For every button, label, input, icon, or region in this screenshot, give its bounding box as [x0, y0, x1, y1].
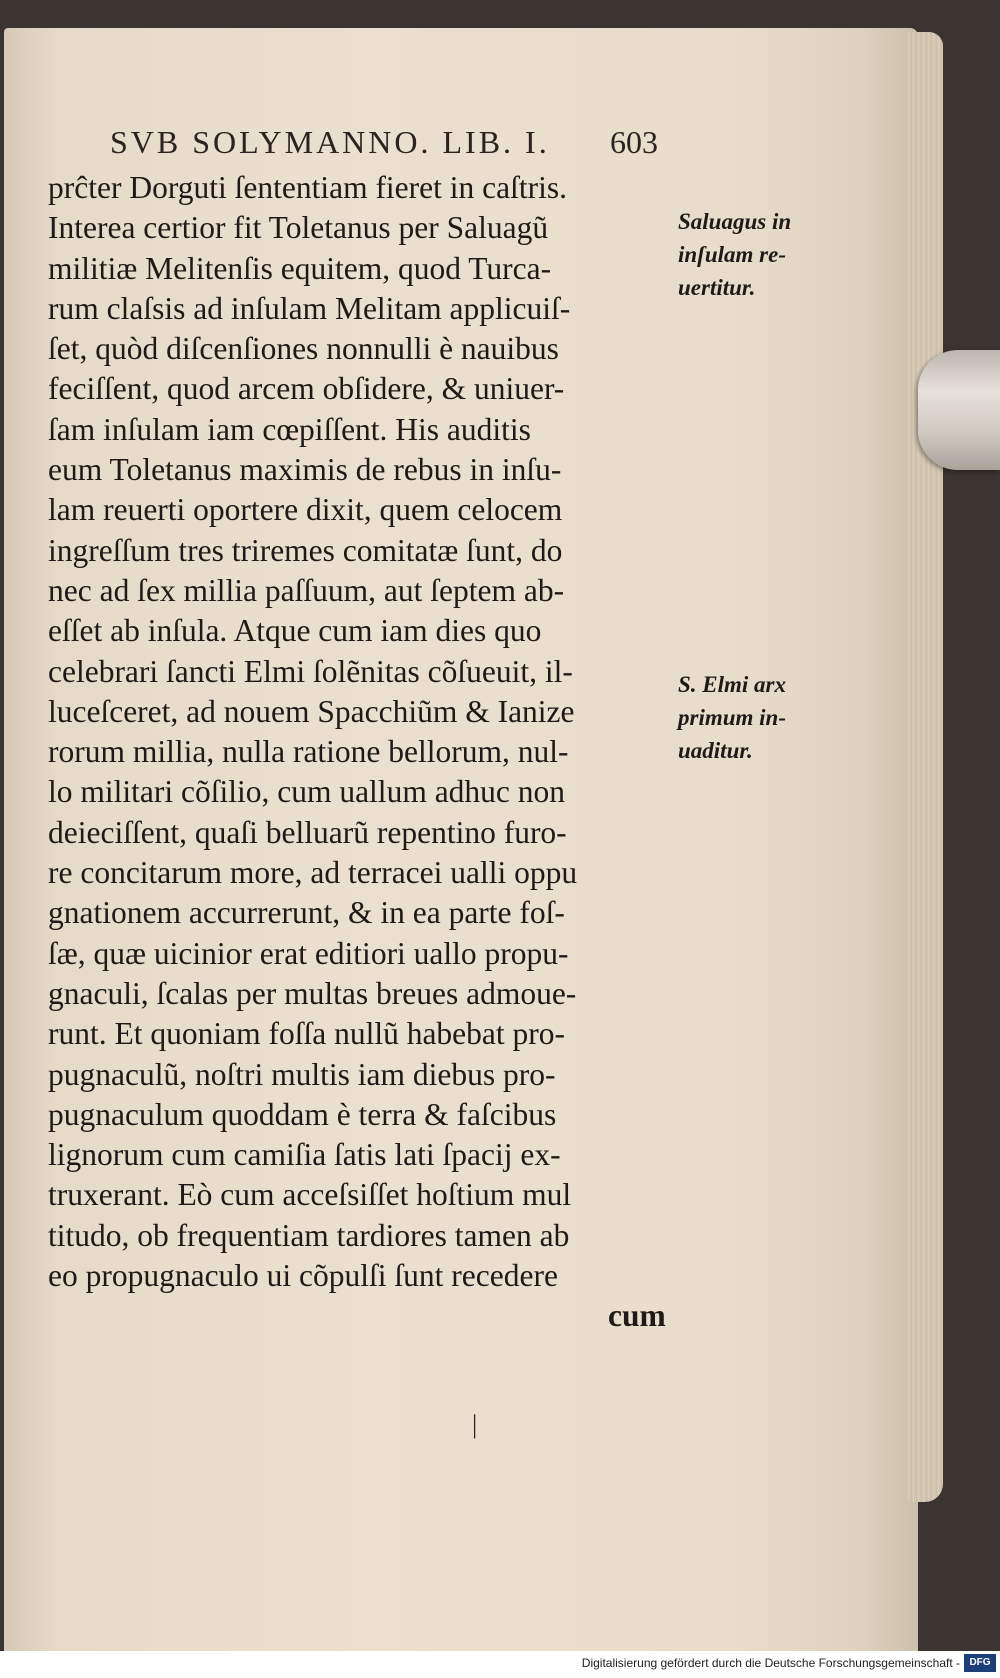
- margin-note-line: uertitur.: [678, 275, 756, 300]
- text-line: luceſceret, ad nouem Spacchiũm & Ianize: [48, 693, 575, 729]
- text-line: ſet, quòd diſcenſiones nonnulli è nauibus: [48, 331, 559, 367]
- footer-credit: Digitalisierung gefördert durch die Deutsche Forschungsgemeinschaft -: [581, 1656, 960, 1670]
- text-line: lignorum cum camiſia ſatis lati ſpacij ex-: [48, 1137, 561, 1173]
- text-line: rorum millia, nulla ratione bellorum, nul-: [48, 734, 569, 770]
- text-line: eum Toletanus maximis de rebus in inſu-: [48, 452, 562, 488]
- text-line: eſſet ab inſula. Atque cum iam dies quo: [48, 613, 542, 649]
- margin-note-line: S. Elmi arx: [678, 672, 787, 697]
- folio-number: 603: [610, 124, 658, 160]
- margin-note-line: Saluagus in: [678, 209, 792, 234]
- text-line: nec ad ſex millia paſſuum, aut ſeptem ab-: [48, 572, 565, 608]
- text-line: militiæ Melitenſis equitem, quod Turca-: [48, 250, 552, 286]
- text-line: runt. Et quoniam foſſa nullũ habebat pro-: [48, 1016, 565, 1052]
- margin-note-line: primum in-: [678, 705, 787, 730]
- text-line: truxerant. Eò cum acceſsiſſet hoſtium mul: [48, 1177, 572, 1213]
- text-line: gnationem accurrerunt, & in ea parte foſ-: [48, 895, 565, 931]
- margin-note-line: uaditur.: [678, 738, 753, 763]
- dfg-logo: DFG: [964, 1654, 996, 1672]
- body-text: [48, 168, 688, 1337]
- ink-mark: |: [472, 1410, 478, 1439]
- text-line: rum claſsis ad inſulam Melitam applicuiſ-: [48, 290, 571, 326]
- margin-note-saluagus: [678, 205, 838, 304]
- text-line: celebrari ſancti Elmi ſolẽnitas cõſueuit, il-: [48, 653, 573, 689]
- margin-note-line: inſulam re-: [678, 242, 786, 267]
- text-line: ſam inſulam iam cœpiſſent. His auditis: [48, 411, 531, 447]
- text-line: lo militari cõſilio, cum uallum adhuc non: [48, 774, 566, 810]
- text-line: re concitarum more, ad terracei ualli oppu: [48, 855, 578, 891]
- running-header: [110, 124, 680, 161]
- book-clip: [918, 350, 1000, 470]
- text-line: Interea certior fit Toletanus per Saluagũ: [48, 210, 549, 246]
- text-line: pugnaculum quoddam è terra & faſcibus: [48, 1096, 557, 1132]
- text-line: feciſſent, quod arcem obſidere, & uniuer-: [48, 371, 565, 407]
- running-title: SVB SOLYMANNO. LIB. I.: [110, 124, 550, 160]
- text-line: titudo, ob frequentiam tardiores tamen ab: [48, 1217, 570, 1253]
- text-line: lam reuerti oportere dixit, quem celocem: [48, 492, 563, 528]
- margin-note-s-elmi: [678, 668, 838, 767]
- text-line: gnaculi, ſcalas per multas breues admoue-: [48, 975, 577, 1011]
- catchword: cum: [608, 1298, 666, 1334]
- text-line: pugnaculũ, noſtri multis iam diebus pro-: [48, 1056, 556, 1092]
- text-line: ſæ, quæ uicinior erat editiori uallo propu-: [48, 935, 569, 971]
- text-line: deieciſſent, quaſi belluarũ repentino furo-: [48, 814, 567, 850]
- text-line: eo propugnaculo ui cõpulſi ſunt recedere: [48, 1258, 558, 1294]
- text-line: ingreſſum tres triremes comitatæ ſunt, do: [48, 532, 563, 568]
- text-line: prĉter Dorguti ſententiam fieret in caſtris.: [48, 170, 567, 205]
- page-edges: [905, 32, 943, 1502]
